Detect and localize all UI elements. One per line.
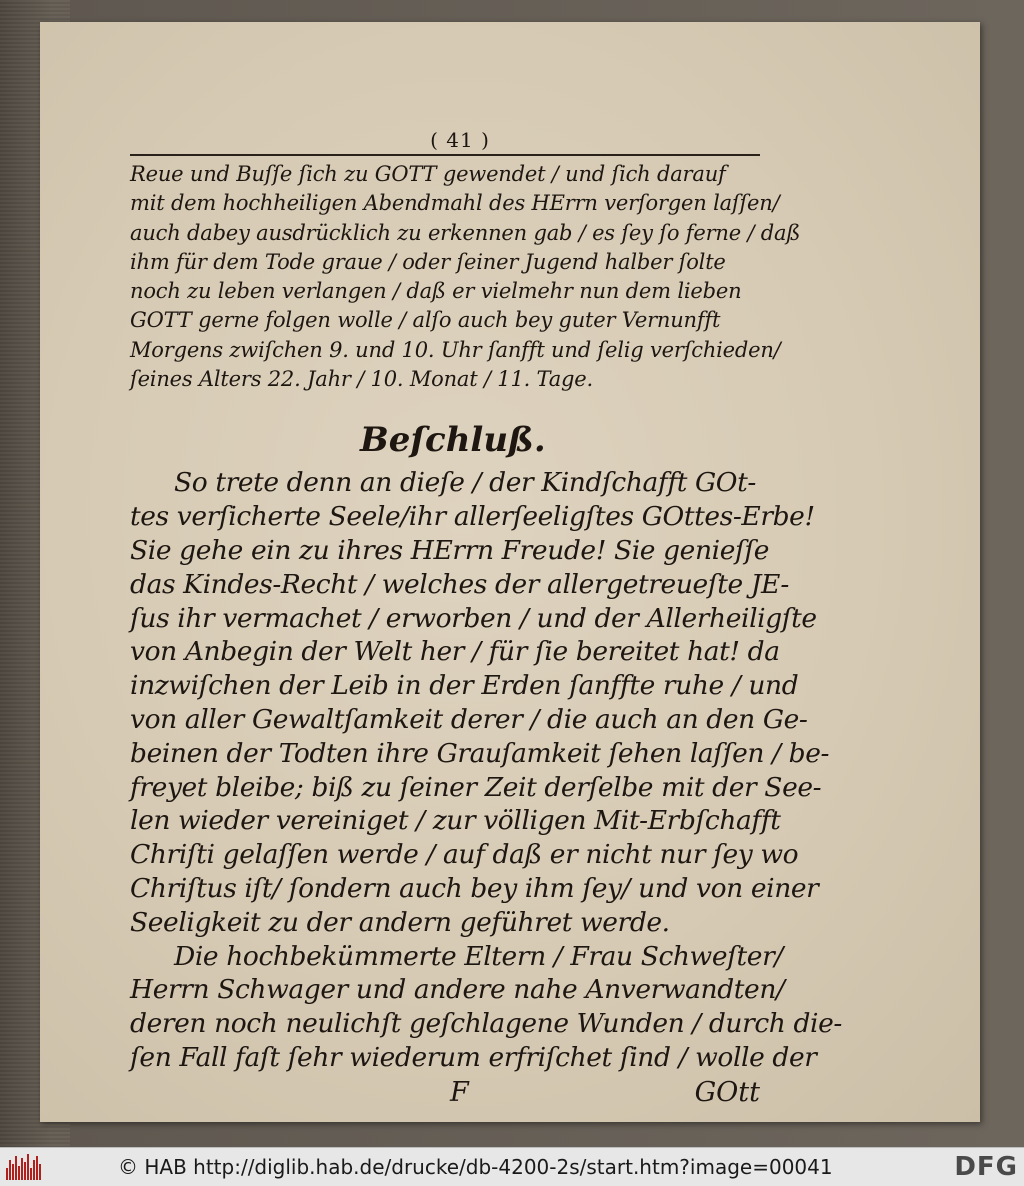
catchword: GOtt (694, 1076, 760, 1108)
text-line: inzwiſchen der Leib in der Erden ſanffte ruhe / und (130, 670, 799, 702)
text-line: ſus ihr vermachet / erworben / und der Allerheiligſte (130, 602, 817, 634)
text-line: von Anbegin der Welt her / für ſie bereitet hat! da (130, 636, 780, 668)
dfg-logo: DFG (954, 1152, 1018, 1182)
text-line: von aller Gewaltſamkeit derer / die auch an den Ge- (130, 703, 808, 735)
hab-logo-icon (6, 1154, 46, 1180)
text-line: So trete denn an dieſe / der Kindſchafft GOt- (174, 467, 756, 499)
text-line: ihm für dem Tode graue / oder ſeiner Jugend halber ſolte (130, 249, 726, 274)
text-line: beinen der Todten ihre Grauſamkeit ſehen laſſen / be- (130, 737, 830, 769)
page-footer-line (130, 1077, 760, 1117)
text-line: Chriſtus iſt/ ſondern auch bey ihm ſey/ und von einer (130, 872, 819, 904)
text-line: len wieder vereiniget / zur völligen Mit-Erbſchafft (130, 805, 781, 837)
signature-mark: F (450, 1076, 469, 1108)
copyright-link[interactable]: © HAB http://diglib.hab.de/drucke/db-4200-2s/start.htm?image=00041 (118, 1155, 833, 1179)
text-line: Morgens zwiſchen 9. und 10. Uhr ſanfft und ſelig verſchieden/ (130, 337, 781, 362)
text-line: noch zu leben verlangen / daß er vielmehr nun dem lieben (130, 279, 742, 304)
text-line: Sie gehe ein zu ihres HErrn Freude! Sie genieſſe (130, 534, 770, 566)
text-line: Chriſti gelaſſen werde / auf daß er nicht nur ſey wo (130, 839, 799, 871)
text-line: Reue und Buſſe ſich zu GOTT gewendet / und ſich darauf (130, 162, 726, 186)
text-line: freyet bleibe; biß zu ſeiner Zeit derſelbe mit der See- (130, 771, 822, 803)
text-line: das Kindes-Recht / welches der allergetreueſte JE- (130, 568, 789, 600)
text-line: deren noch neulichſt geſchlagene Wunden / durch die- (130, 1008, 842, 1040)
section-heading: Beſchluß. (360, 420, 546, 461)
main-paragraph (130, 466, 830, 939)
text-line: Herrn Schwager und andere nahe Anverwandten/ (130, 974, 785, 1006)
text-line: ſen Fall faſt ſehr wiederum erfriſchet ſind / wolle der (130, 1041, 817, 1073)
closing-paragraph (130, 160, 801, 394)
text-line: tes verſicherte Seele/ihr allerſeeligſtes GOttes-Erbe! (130, 501, 815, 533)
text-line: Die hochbekümmerte Eltern / Frau Schweſter/ (174, 940, 783, 972)
text-line: GOTT gerne folgen wolle / alſo auch bey guter Vernunfft (130, 308, 721, 333)
text-line: mit dem hochheiligen Abendmahl des HErrn verſorgen laſſen/ (130, 191, 780, 216)
page-number: ( 41 ) (430, 128, 490, 152)
text-line: auch dabey ausdrücklich zu erkennen gab / es ſey ſo ferne / daß (130, 220, 801, 245)
text-line: Seeligkeit zu der andern geführet werde. (130, 906, 670, 938)
last-paragraph (130, 940, 842, 1075)
text-line: ſeines Alters 22. Jahr / 10. Monat / 11. Tage. (130, 367, 594, 392)
header-rule (130, 154, 760, 156)
text-block (130, 128, 842, 1117)
viewer-footer (0, 1147, 1024, 1186)
